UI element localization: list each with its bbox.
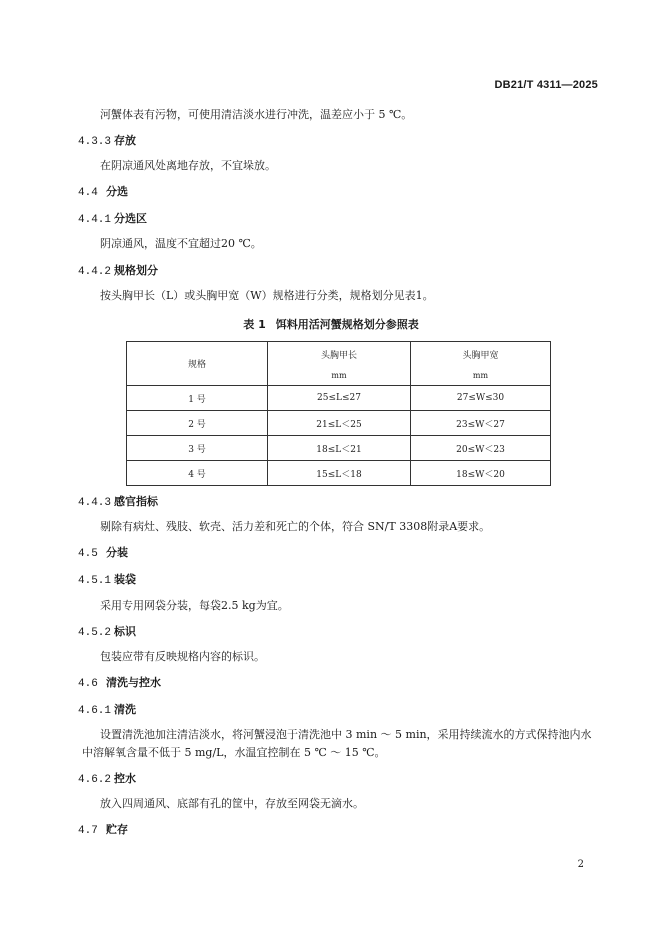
table-row bbox=[127, 436, 551, 461]
table-header-row bbox=[127, 342, 551, 386]
page-number: 2 bbox=[577, 859, 584, 870]
heading-4-4-1 bbox=[78, 211, 147, 228]
heading-title: 感官指标 bbox=[114, 495, 158, 508]
heading-title: 清洗 bbox=[114, 703, 136, 716]
heading-4-4-2 bbox=[78, 263, 158, 280]
paragraph-cleaning: 设置清洗池加注清洁淡水，将河蟹浸泡于清洗池中 3 min ～ 5 min，采用持续流水的方式保持池内水中溶解氧含量不低于 5 mg/L，水温宜控制在 5 ℃ ～ 15 ℃。 bbox=[82, 728, 592, 759]
heading-4-5 bbox=[78, 545, 128, 562]
paragraph-rinse: 河蟹体表有污物，可使用清洁淡水进行冲洗，温差应小于 5 ℃。 bbox=[100, 108, 413, 121]
heading-number: 4.4.3 bbox=[78, 497, 112, 509]
paragraph-sorting-area: 阴凉通风，温度不宜超过20 ℃。 bbox=[100, 237, 262, 250]
cell-length: 21≤L＜25 bbox=[268, 411, 411, 436]
heading-number: 4.7 bbox=[78, 825, 98, 837]
cell-spec: 2 号 bbox=[127, 411, 268, 436]
heading-4-6-1 bbox=[78, 702, 136, 719]
heading-number: 4.6.1 bbox=[78, 705, 112, 717]
heading-4-4 bbox=[78, 184, 128, 201]
cell-width: 20≤W＜23 bbox=[411, 436, 551, 461]
table-caption-title: 饵料用活河蟹规格划分参照表 bbox=[275, 318, 419, 331]
heading-title: 分装 bbox=[106, 546, 128, 559]
heading-title: 装袋 bbox=[114, 573, 136, 586]
cell-length: 25≤L≤27 bbox=[268, 386, 411, 411]
header-length bbox=[268, 342, 411, 386]
heading-number: 4.6.2 bbox=[78, 774, 112, 786]
heading-title: 分选区 bbox=[114, 212, 147, 225]
paragraph-bagging: 采用专用网袋分装，每袋2.5 kg为宜。 bbox=[100, 599, 289, 612]
table-caption-number: 表 1 bbox=[243, 318, 266, 331]
heading-4-4-3 bbox=[78, 494, 158, 511]
heading-4-5-1 bbox=[78, 572, 136, 589]
paragraph-storage: 在阴凉通风处离地存放，不宜垛放。 bbox=[100, 159, 276, 172]
heading-4-5-2 bbox=[78, 624, 136, 641]
paragraph-labeling: 包装应带有反映规格内容的标识。 bbox=[100, 650, 265, 663]
table-row bbox=[127, 461, 551, 486]
heading-number: 4.4.2 bbox=[78, 266, 112, 278]
paragraph-sensory: 剔除有病灶、残肢、软壳、活力差和死亡的个体，符合 SN/T 3308附录A要求。 bbox=[100, 520, 491, 533]
heading-number: 4.3.3 bbox=[78, 136, 112, 148]
cell-spec: 4 号 bbox=[127, 461, 268, 486]
header-length-label: 头胸甲长 bbox=[320, 350, 357, 361]
cell-length: 18≤L＜21 bbox=[268, 436, 411, 461]
cell-spec: 3 号 bbox=[127, 436, 268, 461]
heading-number: 4.5.1 bbox=[78, 575, 112, 587]
standard-code: DB21/T 4311—2025 bbox=[494, 79, 598, 91]
spec-table bbox=[126, 341, 551, 486]
heading-title: 控水 bbox=[114, 772, 136, 785]
heading-4-7 bbox=[78, 822, 128, 839]
paragraph-draining: 放入四周通风、底部有孔的筐中，存放至网袋无滴水。 bbox=[100, 797, 364, 810]
heading-title: 规格划分 bbox=[114, 264, 158, 277]
table-row bbox=[127, 386, 551, 411]
header-width-unit: mm bbox=[472, 370, 489, 380]
header-width-label: 头胸甲宽 bbox=[462, 350, 499, 361]
cell-spec: 1 号 bbox=[127, 386, 268, 411]
cell-width: 23≤W＜27 bbox=[411, 411, 551, 436]
cell-width: 18≤W＜20 bbox=[411, 461, 551, 486]
header-length-unit: mm bbox=[331, 370, 347, 380]
cell-width: 27≤W≤30 bbox=[411, 386, 551, 411]
heading-4-3-3 bbox=[78, 133, 136, 150]
heading-number: 4.5 bbox=[78, 548, 98, 560]
heading-number: 4.6 bbox=[78, 678, 98, 690]
heading-title: 分选 bbox=[106, 185, 128, 198]
heading-4-6-2 bbox=[78, 771, 136, 788]
table-row bbox=[127, 411, 551, 436]
header-spec: 规格 bbox=[127, 342, 268, 386]
heading-number: 4.5.2 bbox=[78, 627, 112, 639]
heading-4-6 bbox=[78, 675, 161, 692]
heading-number: 4.4.1 bbox=[78, 214, 112, 226]
heading-title: 贮存 bbox=[106, 823, 128, 836]
heading-title: 存放 bbox=[114, 134, 136, 147]
paragraph-spec-division: 按头胸甲长（L）或头胸甲宽（W）规格进行分类，规格划分见表1。 bbox=[100, 289, 434, 302]
table-caption bbox=[0, 316, 662, 332]
cell-length: 15≤L＜18 bbox=[268, 461, 411, 486]
header-width bbox=[411, 342, 551, 386]
heading-title: 清洗与控水 bbox=[106, 676, 161, 689]
heading-number: 4.4 bbox=[78, 187, 98, 199]
heading-title: 标识 bbox=[114, 625, 136, 638]
